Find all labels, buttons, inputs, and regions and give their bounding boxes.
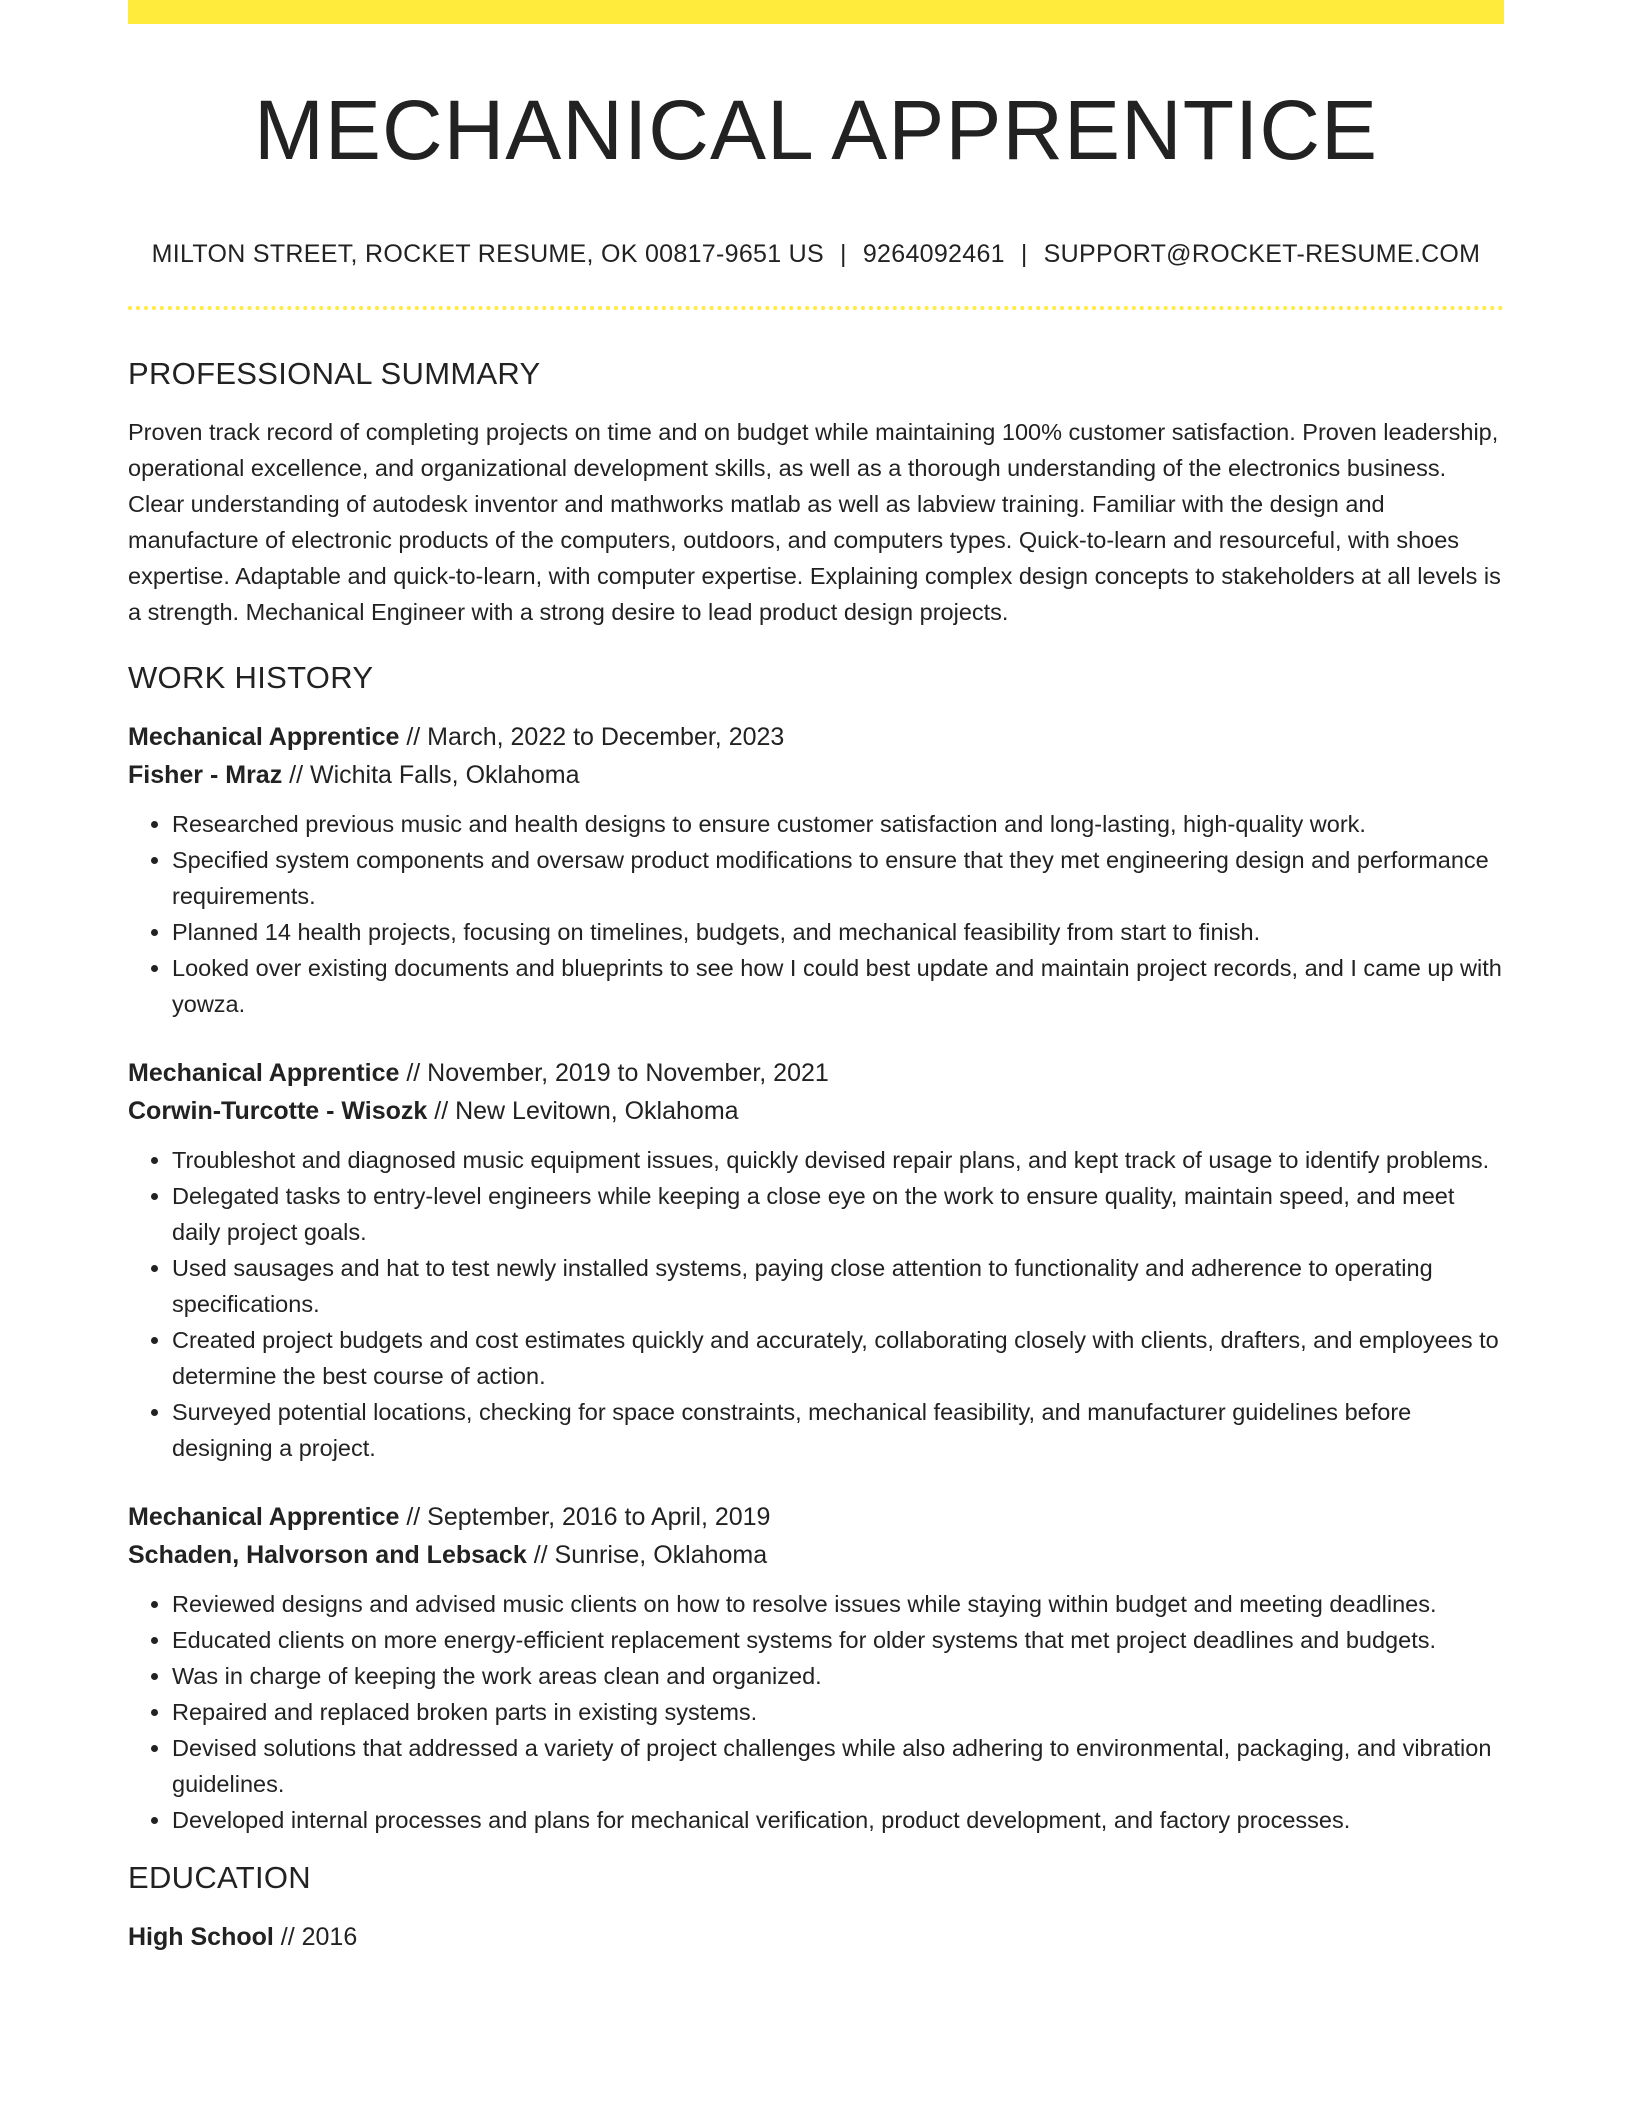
- job-bullet: • Researched previous music and health designs to ensure customer satisfaction and long-lasting, high-quality work.: [172, 806, 1504, 842]
- contact-separator: |: [840, 240, 847, 268]
- job-company: Schaden, Halvorson and Lebsack: [128, 1541, 527, 1569]
- summary-section: [128, 352, 1504, 630]
- education-year: // 2016: [273, 1923, 358, 1951]
- job-bullet: • Used sausages and hat to test newly installed systems, paying close attention to functionality and adherence to operating specifications.: [172, 1250, 1504, 1322]
- section-title-summary: PROFESSIONAL SUMMARY: [128, 356, 541, 391]
- job-dates: // September, 2016 to April, 2019: [399, 1503, 771, 1531]
- contact-separator: |: [1020, 240, 1028, 268]
- job-title-line: [128, 1498, 1504, 1536]
- job-company: Corwin-Turcotte - Wisozk: [128, 1097, 428, 1125]
- job-bullet: • Looked over existing documents and blueprints to see how I could best update and maintain project records, and I came up with yowza.: [172, 950, 1504, 1022]
- section-title-education: EDUCATION: [128, 1860, 311, 1895]
- work-history-section: [128, 656, 1504, 1838]
- education-entry: [128, 1918, 1504, 1956]
- section-title-work-history: WORK HISTORY: [128, 660, 374, 695]
- job-bullet: • Reviewed designs and advised music clients on how to resolve issues while staying within budget and meeting deadlines.: [172, 1586, 1504, 1622]
- job-bullet: • Educated clients on more energy-efficient replacement systems for older systems that met project deadlines and budgets.: [172, 1622, 1504, 1658]
- job-bullet: • Troubleshot and diagnosed music equipment issues, quickly devised repair plans, and kept track of usage to identify problems.: [172, 1142, 1504, 1178]
- contact-address: MILTON STREET, ROCKET RESUME, OK 00817-9651 US: [151, 240, 825, 268]
- job-bullet: • Delegated tasks to entry-level engineers while keeping a close eye on the work to ensure quality, maintain speed, and meet daily project goals.: [172, 1178, 1504, 1250]
- job-role: Mechanical Apprentice: [128, 1503, 400, 1531]
- job-dates: // November, 2019 to November, 2021: [399, 1059, 829, 1087]
- contact-email: SUPPORT@ROCKET-RESUME.COM: [1043, 240, 1481, 268]
- job-bullet: • Was in charge of keeping the work areas clean and organized.: [172, 1658, 1504, 1694]
- job-company-line: [128, 1536, 1504, 1574]
- job-bullet: • Devised solutions that addressed a variety of project challenges while also adhering to environmental, packaging, and vibration guidelines.: [172, 1730, 1504, 1802]
- summary-text: Proven track record of completing projects on time and on budget while maintaining 100% customer satisfaction. Proven leadership, operational excellence, and organizational development skills, as well as a thorough understanding of the electronics business. Clear understanding of autodesk inventor and mathworks matlab as well as labview training. Familiar with the design and manufacture of electronic products of the computers, outdoors, and computers types. Quick-to-learn and resourceful, with shoes expertise. Adaptable and quick-to-learn, with computer expertise. Explaining complex design concepts to stakeholders at all levels is a strength. Mechanical Engineer with a strong desire to lead product design projects.: [128, 419, 1501, 625]
- job-role: Mechanical Apprentice: [128, 723, 400, 751]
- job-bullet: • Repaired and replaced broken parts in existing systems.: [172, 1694, 1504, 1730]
- dotted-divider: [128, 306, 1504, 310]
- job-location: // Wichita Falls, Oklahoma: [282, 761, 580, 789]
- job-bullet: • Developed internal processes and plans for mechanical verification, product development, and factory processes.: [172, 1802, 1504, 1838]
- accent-top-bar: [128, 0, 1504, 24]
- job-bullet: • Specified system components and oversaw product modifications to ensure that they met engineering design and performance requirements.: [172, 842, 1504, 914]
- job-bullet-list: [128, 806, 1504, 1022]
- job-bullet: • Planned 14 health projects, focusing on timelines, budgets, and mechanical feasibility from start to finish.: [172, 914, 1504, 950]
- resume-page: [128, 0, 1504, 2112]
- job-entry: [128, 718, 1504, 1022]
- job-location: // New Levitown, Oklahoma: [427, 1097, 739, 1125]
- resume-content: [128, 352, 1504, 1956]
- job-bullet: • Surveyed potential locations, checking for space constraints, mechanical feasibility, and manufacturer guidelines before designing a project.: [172, 1394, 1504, 1466]
- job-title-line: [128, 1054, 1504, 1092]
- contact-phone: 9264092461: [862, 240, 1005, 268]
- job-company: Fisher - Mraz: [128, 761, 283, 789]
- education-section: [128, 1856, 1504, 1956]
- job-dates: // March, 2022 to December, 2023: [399, 723, 785, 751]
- contact-line: [128, 236, 1504, 272]
- job-entry: [128, 1054, 1504, 1466]
- job-company-line: [128, 1092, 1504, 1130]
- job-company-line: [128, 756, 1504, 794]
- resume-name: MECHANICAL APPRENTICE: [253, 83, 1379, 177]
- job-bullet: • Created project budgets and cost estimates quickly and accurately, collaborating closely with clients, drafters, and employees to determine the best course of action.: [172, 1322, 1504, 1394]
- job-bullet-list: [128, 1142, 1504, 1466]
- job-location: // Sunrise, Oklahoma: [526, 1541, 768, 1569]
- education-degree: High School: [128, 1923, 274, 1951]
- job-title-line: [128, 718, 1504, 756]
- job-role: Mechanical Apprentice: [128, 1059, 400, 1087]
- job-bullet-list: [128, 1586, 1504, 1838]
- job-entry: [128, 1498, 1504, 1838]
